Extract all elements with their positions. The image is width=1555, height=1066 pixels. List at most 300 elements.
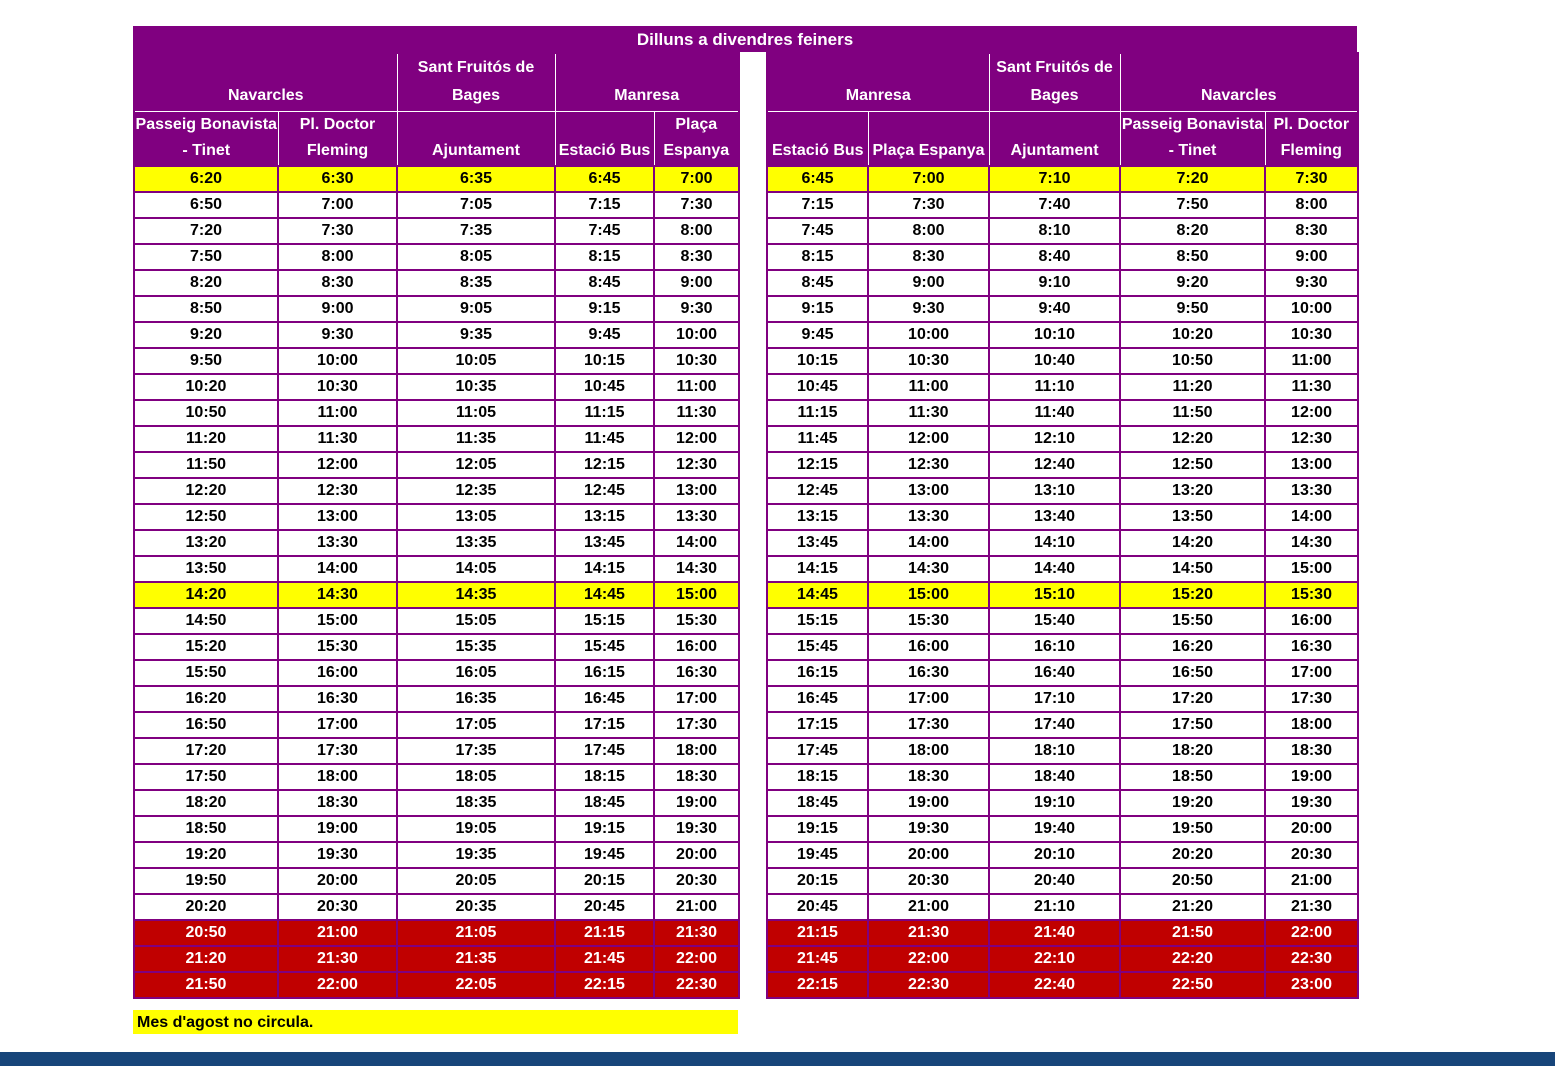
footer-bar	[0, 1052, 1555, 1066]
time-cell: 20:10	[989, 842, 1120, 868]
time-cell: 11:15	[767, 400, 868, 426]
table-row	[767, 764, 1358, 790]
time-cell: 16:30	[868, 660, 989, 686]
time-cell: 9:00	[654, 270, 739, 296]
time-cell: 19:50	[134, 868, 278, 894]
time-cell: 21:15	[767, 920, 868, 946]
time-cell: 10:35	[397, 374, 555, 400]
time-cell: 8:15	[555, 244, 654, 270]
time-cell: 7:00	[654, 166, 739, 192]
stop-header: Estació Bus	[555, 112, 654, 167]
time-cell: 12:40	[989, 452, 1120, 478]
table-row	[767, 660, 1358, 686]
time-cell: 21:20	[1120, 894, 1265, 920]
time-cell: 13:00	[278, 504, 397, 530]
time-cell: 18:00	[1265, 712, 1358, 738]
time-cell: 8:45	[555, 270, 654, 296]
time-cell: 20:15	[555, 868, 654, 894]
time-cell: 17:00	[1265, 660, 1358, 686]
time-cell: 16:15	[555, 660, 654, 686]
time-cell: 12:05	[397, 452, 555, 478]
august-note: Mes d'agost no circula.	[133, 1010, 738, 1034]
table-row	[767, 712, 1358, 738]
time-cell: 21:45	[555, 946, 654, 972]
time-cell: 20:30	[868, 868, 989, 894]
table-row	[134, 192, 739, 218]
time-cell: 20:30	[1265, 842, 1358, 868]
time-cell: 15:30	[278, 634, 397, 660]
table-row	[767, 348, 1358, 374]
town-header: Navarcles	[134, 53, 397, 112]
time-cell: 14:10	[989, 530, 1120, 556]
time-cell: 17:45	[555, 738, 654, 764]
time-cell: 8:30	[1265, 218, 1358, 244]
time-cell: 12:30	[868, 452, 989, 478]
time-cell: 9:40	[989, 296, 1120, 322]
table-row	[134, 556, 739, 582]
time-cell: 18:05	[397, 764, 555, 790]
time-cell: 8:20	[134, 270, 278, 296]
time-cell: 12:45	[555, 478, 654, 504]
time-cell: 7:20	[134, 218, 278, 244]
time-cell: 11:45	[555, 426, 654, 452]
time-cell: 21:15	[555, 920, 654, 946]
time-cell: 14:40	[989, 556, 1120, 582]
time-cell: 15:50	[134, 660, 278, 686]
time-cell: 20:20	[134, 894, 278, 920]
table-row	[134, 374, 739, 400]
time-cell: 6:45	[555, 166, 654, 192]
time-cell: 22:00	[1265, 920, 1358, 946]
time-cell: 16:00	[868, 634, 989, 660]
time-cell: 11:30	[278, 426, 397, 452]
table-row	[767, 582, 1358, 608]
schedule-title: Dilluns a divendres feiners	[133, 26, 1357, 52]
time-cell: 12:00	[1265, 400, 1358, 426]
time-cell: 18:50	[1120, 764, 1265, 790]
table-row	[134, 738, 739, 764]
time-cell: 11:20	[1120, 374, 1265, 400]
time-cell: 19:30	[868, 816, 989, 842]
time-cell: 19:00	[654, 790, 739, 816]
time-cell: 13:45	[555, 530, 654, 556]
time-cell: 8:45	[767, 270, 868, 296]
time-cell: 20:00	[654, 842, 739, 868]
stop-header: Passeig Bonavista - Tinet	[134, 112, 278, 167]
time-cell: 12:50	[1120, 452, 1265, 478]
time-cell: 13:10	[989, 478, 1120, 504]
time-cell: 11:45	[767, 426, 868, 452]
time-cell: 17:00	[654, 686, 739, 712]
stop-header: Passeig Bonavista - Tinet	[1120, 112, 1265, 167]
time-cell: 17:10	[989, 686, 1120, 712]
time-cell: 10:20	[134, 374, 278, 400]
time-cell: 18:30	[278, 790, 397, 816]
time-cell: 14:50	[1120, 556, 1265, 582]
town-header: Sant Fruitós de Bages	[397, 53, 555, 112]
time-cell: 6:35	[397, 166, 555, 192]
time-cell: 8:50	[134, 296, 278, 322]
time-cell: 21:05	[397, 920, 555, 946]
time-cell: 18:50	[134, 816, 278, 842]
time-cell: 18:10	[989, 738, 1120, 764]
time-cell: 15:45	[555, 634, 654, 660]
time-cell: 15:00	[278, 608, 397, 634]
time-cell: 19:30	[278, 842, 397, 868]
time-cell: 13:00	[654, 478, 739, 504]
time-cell: 22:40	[989, 972, 1120, 998]
time-cell: 13:50	[1120, 504, 1265, 530]
time-cell: 10:30	[1265, 322, 1358, 348]
time-cell: 19:00	[1265, 764, 1358, 790]
table-row	[134, 504, 739, 530]
time-cell: 15:00	[868, 582, 989, 608]
table-row	[767, 322, 1358, 348]
time-cell: 12:20	[134, 478, 278, 504]
time-cell: 19:35	[397, 842, 555, 868]
time-cell: 21:00	[654, 894, 739, 920]
time-cell: 9:30	[278, 322, 397, 348]
time-cell: 18:30	[1265, 738, 1358, 764]
time-cell: 8:00	[1265, 192, 1358, 218]
table-row	[134, 634, 739, 660]
time-cell: 12:30	[654, 452, 739, 478]
time-cell: 15:50	[1120, 608, 1265, 634]
time-cell: 14:45	[767, 582, 868, 608]
time-cell: 14:35	[397, 582, 555, 608]
table-row	[767, 504, 1358, 530]
time-cell: 18:00	[654, 738, 739, 764]
time-cell: 17:05	[397, 712, 555, 738]
time-cell: 8:50	[1120, 244, 1265, 270]
time-cell: 22:15	[767, 972, 868, 998]
time-cell: 20:45	[555, 894, 654, 920]
time-cell: 12:30	[278, 478, 397, 504]
time-cell: 14:45	[555, 582, 654, 608]
table-row	[767, 244, 1358, 270]
time-cell: 6:30	[278, 166, 397, 192]
time-cell: 21:45	[767, 946, 868, 972]
table-row	[134, 348, 739, 374]
time-cell: 7:10	[989, 166, 1120, 192]
table-row	[767, 400, 1358, 426]
table-row	[134, 920, 739, 946]
table-row	[134, 530, 739, 556]
time-cell: 15:35	[397, 634, 555, 660]
time-cell: 19:20	[1120, 790, 1265, 816]
table-row	[134, 660, 739, 686]
table-row	[134, 218, 739, 244]
time-cell: 9:05	[397, 296, 555, 322]
time-cell: 8:10	[989, 218, 1120, 244]
time-cell: 19:45	[767, 842, 868, 868]
time-cell: 21:30	[1265, 894, 1358, 920]
time-cell: 7:05	[397, 192, 555, 218]
time-cell: 18:20	[1120, 738, 1265, 764]
time-cell: 20:00	[1265, 816, 1358, 842]
time-cell: 10:00	[1265, 296, 1358, 322]
table-row	[767, 452, 1358, 478]
table-row	[134, 790, 739, 816]
time-cell: 13:00	[1265, 452, 1358, 478]
time-cell: 7:20	[1120, 166, 1265, 192]
time-cell: 22:00	[654, 946, 739, 972]
time-cell: 21:00	[278, 920, 397, 946]
time-cell: 7:50	[134, 244, 278, 270]
time-cell: 9:00	[868, 270, 989, 296]
table-row	[134, 608, 739, 634]
time-cell: 22:05	[397, 972, 555, 998]
time-cell: 16:30	[654, 660, 739, 686]
time-cell: 14:05	[397, 556, 555, 582]
time-cell: 8:30	[278, 270, 397, 296]
time-cell: 9:30	[654, 296, 739, 322]
time-cell: 10:50	[134, 400, 278, 426]
time-cell: 17:15	[767, 712, 868, 738]
table-row	[767, 608, 1358, 634]
time-cell: 14:00	[868, 530, 989, 556]
time-cell: 11:00	[654, 374, 739, 400]
time-cell: 16:10	[989, 634, 1120, 660]
time-cell: 23:00	[1265, 972, 1358, 998]
table-row	[767, 270, 1358, 296]
table-row	[134, 868, 739, 894]
table-row	[134, 478, 739, 504]
time-cell: 12:45	[767, 478, 868, 504]
time-cell: 10:30	[868, 348, 989, 374]
time-cell: 11:10	[989, 374, 1120, 400]
time-cell: 19:15	[555, 816, 654, 842]
time-cell: 8:30	[868, 244, 989, 270]
time-cell: 6:20	[134, 166, 278, 192]
time-cell: 18:15	[555, 764, 654, 790]
time-cell: 7:30	[868, 192, 989, 218]
table-row	[767, 478, 1358, 504]
time-cell: 16:30	[1265, 634, 1358, 660]
time-cell: 11:30	[1265, 374, 1358, 400]
table-row	[767, 426, 1358, 452]
time-cell: 19:50	[1120, 816, 1265, 842]
stop-header: Ajuntament	[397, 112, 555, 167]
table-row	[134, 582, 739, 608]
time-cell: 7:15	[767, 192, 868, 218]
time-cell: 17:00	[868, 686, 989, 712]
time-cell: 15:45	[767, 634, 868, 660]
time-cell: 19:30	[654, 816, 739, 842]
time-cell: 14:20	[134, 582, 278, 608]
time-cell: 17:30	[1265, 686, 1358, 712]
time-cell: 12:10	[989, 426, 1120, 452]
timetable-manresa-to-navarcles	[766, 52, 1359, 999]
table-row	[134, 712, 739, 738]
time-cell: 20:15	[767, 868, 868, 894]
time-cell: 22:30	[654, 972, 739, 998]
time-cell: 10:05	[397, 348, 555, 374]
time-cell: 22:30	[1265, 946, 1358, 972]
time-cell: 17:00	[278, 712, 397, 738]
time-cell: 9:50	[1120, 296, 1265, 322]
time-cell: 7:30	[1265, 166, 1358, 192]
table-row	[134, 322, 739, 348]
time-cell: 20:50	[134, 920, 278, 946]
time-cell: 7:30	[654, 192, 739, 218]
time-cell: 16:45	[555, 686, 654, 712]
time-cell: 11:50	[134, 452, 278, 478]
time-cell: 10:00	[654, 322, 739, 348]
stop-header: Plaça Espanya	[654, 112, 739, 167]
time-cell: 19:10	[989, 790, 1120, 816]
time-cell: 9:15	[767, 296, 868, 322]
time-cell: 10:10	[989, 322, 1120, 348]
time-cell: 11:20	[134, 426, 278, 452]
table-row	[767, 634, 1358, 660]
time-cell: 17:50	[134, 764, 278, 790]
time-cell: 16:35	[397, 686, 555, 712]
time-cell: 22:30	[868, 972, 989, 998]
time-cell: 14:30	[278, 582, 397, 608]
time-cell: 20:50	[1120, 868, 1265, 894]
table-row	[134, 894, 739, 920]
time-cell: 13:05	[397, 504, 555, 530]
time-cell: 16:40	[989, 660, 1120, 686]
time-cell: 22:00	[278, 972, 397, 998]
time-cell: 16:30	[278, 686, 397, 712]
table-row	[767, 192, 1358, 218]
time-cell: 21:00	[1265, 868, 1358, 894]
time-cell: 16:05	[397, 660, 555, 686]
time-cell: 9:35	[397, 322, 555, 348]
time-cell: 17:30	[654, 712, 739, 738]
time-cell: 19:30	[1265, 790, 1358, 816]
time-cell: 9:00	[278, 296, 397, 322]
time-cell: 14:30	[1265, 530, 1358, 556]
time-cell: 15:20	[1120, 582, 1265, 608]
time-cell: 21:30	[654, 920, 739, 946]
time-cell: 15:40	[989, 608, 1120, 634]
time-cell: 13:15	[767, 504, 868, 530]
time-cell: 12:00	[654, 426, 739, 452]
table-row	[767, 842, 1358, 868]
table-row	[767, 738, 1358, 764]
time-cell: 7:45	[555, 218, 654, 244]
time-cell: 21:40	[989, 920, 1120, 946]
time-cell: 13:15	[555, 504, 654, 530]
time-cell: 9:20	[1120, 270, 1265, 296]
table-row	[134, 244, 739, 270]
time-cell: 14:00	[1265, 504, 1358, 530]
time-cell: 22:10	[989, 946, 1120, 972]
table-row	[767, 972, 1358, 998]
table-row	[134, 166, 739, 192]
time-cell: 20:20	[1120, 842, 1265, 868]
time-cell: 15:30	[654, 608, 739, 634]
time-cell: 8:05	[397, 244, 555, 270]
time-cell: 17:45	[767, 738, 868, 764]
time-cell: 7:00	[278, 192, 397, 218]
time-cell: 11:50	[1120, 400, 1265, 426]
time-cell: 16:50	[134, 712, 278, 738]
time-cell: 7:30	[278, 218, 397, 244]
table-row	[134, 686, 739, 712]
time-cell: 12:15	[767, 452, 868, 478]
time-cell: 9:45	[767, 322, 868, 348]
time-cell: 8:40	[989, 244, 1120, 270]
time-cell: 18:40	[989, 764, 1120, 790]
time-cell: 20:05	[397, 868, 555, 894]
time-cell: 12:00	[278, 452, 397, 478]
table-row	[767, 816, 1358, 842]
time-cell: 9:00	[1265, 244, 1358, 270]
time-cell: 15:10	[989, 582, 1120, 608]
time-cell: 21:10	[989, 894, 1120, 920]
time-cell: 11:05	[397, 400, 555, 426]
time-cell: 6:45	[767, 166, 868, 192]
town-header: Manresa	[767, 53, 989, 112]
time-cell: 15:15	[555, 608, 654, 634]
time-cell: 15:00	[1265, 556, 1358, 582]
time-cell: 16:20	[1120, 634, 1265, 660]
table-row	[767, 296, 1358, 322]
time-cell: 21:20	[134, 946, 278, 972]
stop-header: Pl. Doctor Fleming	[278, 112, 397, 167]
table-row	[767, 374, 1358, 400]
time-cell: 13:30	[278, 530, 397, 556]
time-cell: 20:40	[989, 868, 1120, 894]
time-cell: 14:30	[868, 556, 989, 582]
time-cell: 10:00	[868, 322, 989, 348]
time-cell: 7:35	[397, 218, 555, 244]
time-cell: 7:45	[767, 218, 868, 244]
time-cell: 11:15	[555, 400, 654, 426]
time-cell: 10:45	[767, 374, 868, 400]
time-cell: 11:30	[654, 400, 739, 426]
time-cell: 16:45	[767, 686, 868, 712]
time-cell: 7:50	[1120, 192, 1265, 218]
time-cell: 15:30	[868, 608, 989, 634]
time-cell: 9:30	[1265, 270, 1358, 296]
time-cell: 19:40	[989, 816, 1120, 842]
table-row	[767, 946, 1358, 972]
time-cell: 20:35	[397, 894, 555, 920]
time-cell: 14:15	[767, 556, 868, 582]
time-cell: 13:20	[1120, 478, 1265, 504]
time-cell: 17:15	[555, 712, 654, 738]
time-cell: 10:45	[555, 374, 654, 400]
time-cell: 14:15	[555, 556, 654, 582]
time-cell: 10:15	[555, 348, 654, 374]
time-cell: 16:00	[1265, 608, 1358, 634]
table-row	[134, 972, 739, 998]
time-cell: 15:05	[397, 608, 555, 634]
time-cell: 17:20	[1120, 686, 1265, 712]
time-cell: 20:30	[654, 868, 739, 894]
time-cell: 18:00	[278, 764, 397, 790]
time-cell: 17:40	[989, 712, 1120, 738]
time-cell: 14:20	[1120, 530, 1265, 556]
table-row	[134, 816, 739, 842]
stop-header: Ajuntament	[989, 112, 1120, 167]
time-cell: 9:20	[134, 322, 278, 348]
time-cell: 11:40	[989, 400, 1120, 426]
time-cell: 14:30	[654, 556, 739, 582]
stop-header: Estació Bus	[767, 112, 868, 167]
time-cell: 18:00	[868, 738, 989, 764]
table-row	[134, 296, 739, 322]
time-cell: 20:00	[868, 842, 989, 868]
time-cell: 20:45	[767, 894, 868, 920]
table-row	[767, 894, 1358, 920]
time-cell: 15:20	[134, 634, 278, 660]
